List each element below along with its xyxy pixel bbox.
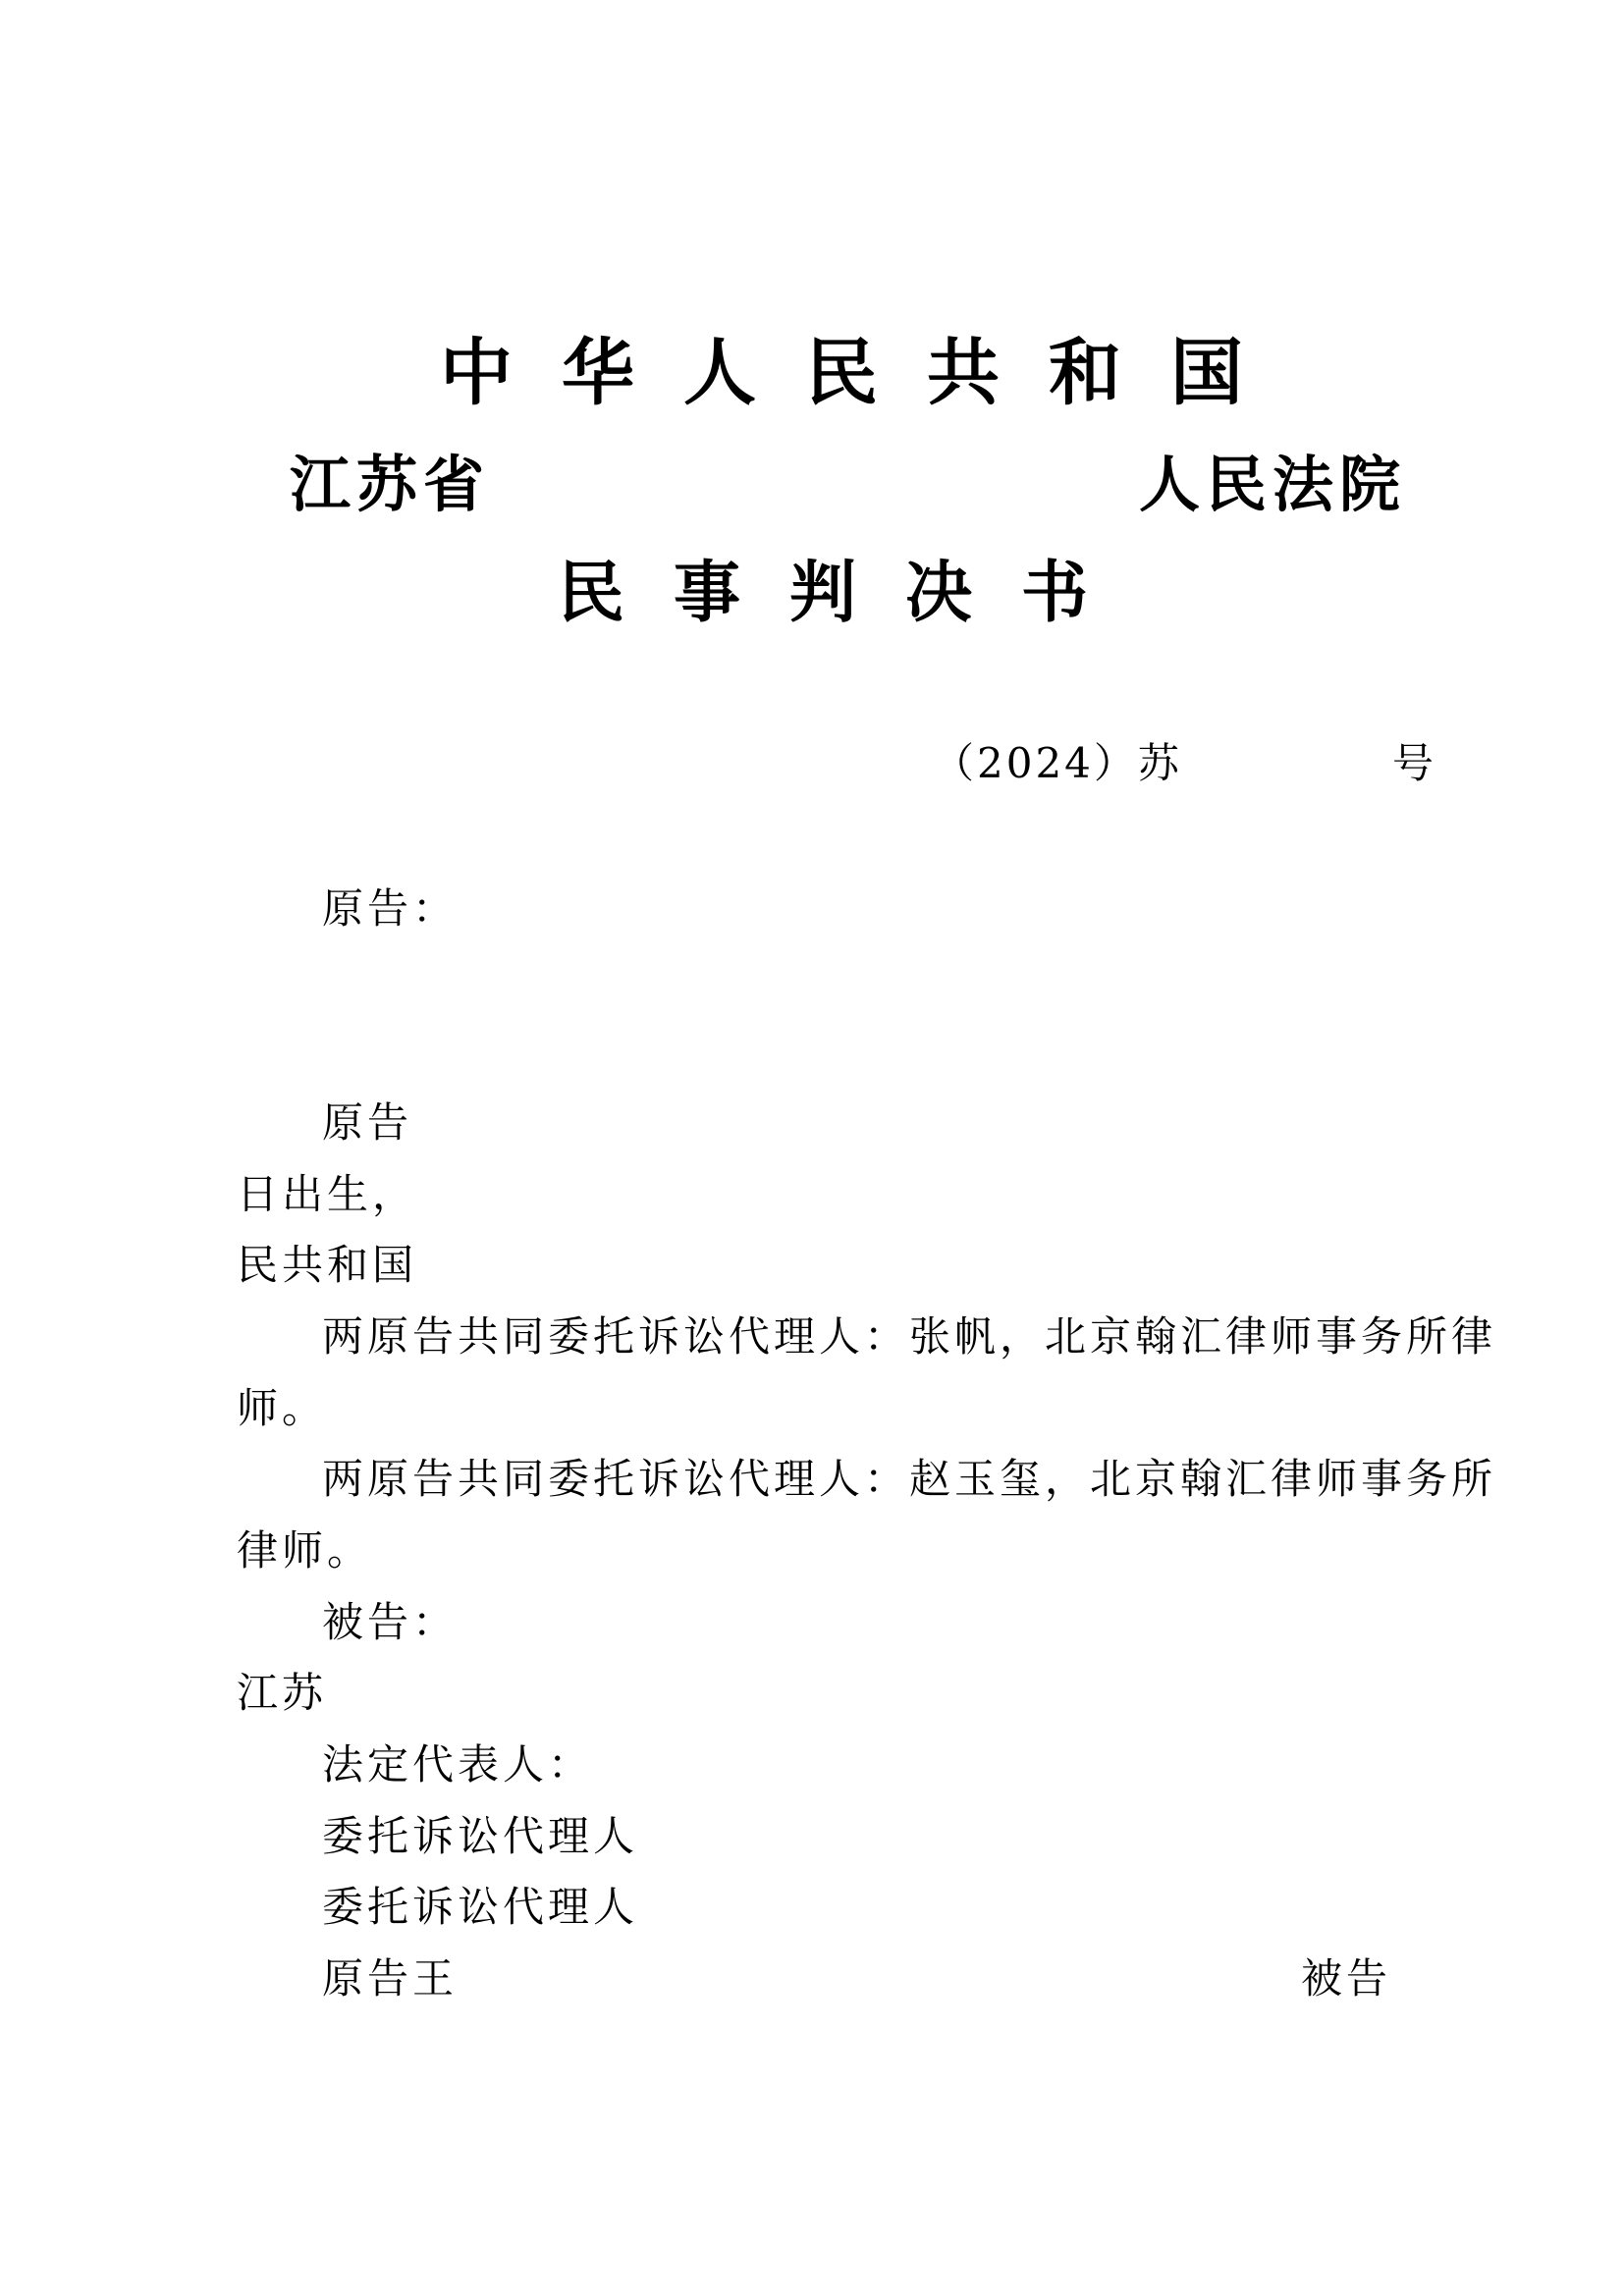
- last-line-plaintiff: 原告王: [322, 1954, 459, 2002]
- agent-2-line-1: 两原告共同委托诉讼代理人：赵玉玺，北京翰汇律师事务所: [322, 1455, 1497, 1503]
- defendant-agent-1: 委托诉讼代理人: [322, 1812, 639, 1860]
- nationality-fragment: 民共和国: [237, 1241, 418, 1289]
- defendant-agent-2: 委托诉讼代理人: [322, 1883, 639, 1931]
- defendant-label: 被告：: [322, 1598, 459, 1646]
- case-number-suffix: 号: [1392, 739, 1437, 787]
- document-type-title: 民事判决书: [558, 554, 1138, 632]
- agent-2-line-2: 律师。: [237, 1526, 373, 1575]
- agent-1-line-1: 两原告共同委托诉讼代理人：张帆，北京翰汇律师事务所律: [322, 1312, 1497, 1361]
- defendant-fragment: 江苏: [237, 1669, 328, 1717]
- legal-representative-label: 法定代表人：: [322, 1740, 594, 1789]
- last-line-defendant: 被告: [1301, 1954, 1392, 2002]
- birth-fragment: 日出生，: [237, 1170, 418, 1218]
- country-title: 中华人民共和国: [440, 331, 1292, 415]
- court-name-suffix: 人民法院: [1139, 449, 1407, 520]
- plaintiff-label: 原告：: [322, 884, 459, 933]
- court-name-prefix: 江苏省: [290, 449, 491, 520]
- agent-1-line-2: 师。: [237, 1384, 328, 1432]
- case-number-prefix: （2024）苏: [933, 739, 1182, 787]
- plaintiff-2: 原告: [322, 1098, 413, 1147]
